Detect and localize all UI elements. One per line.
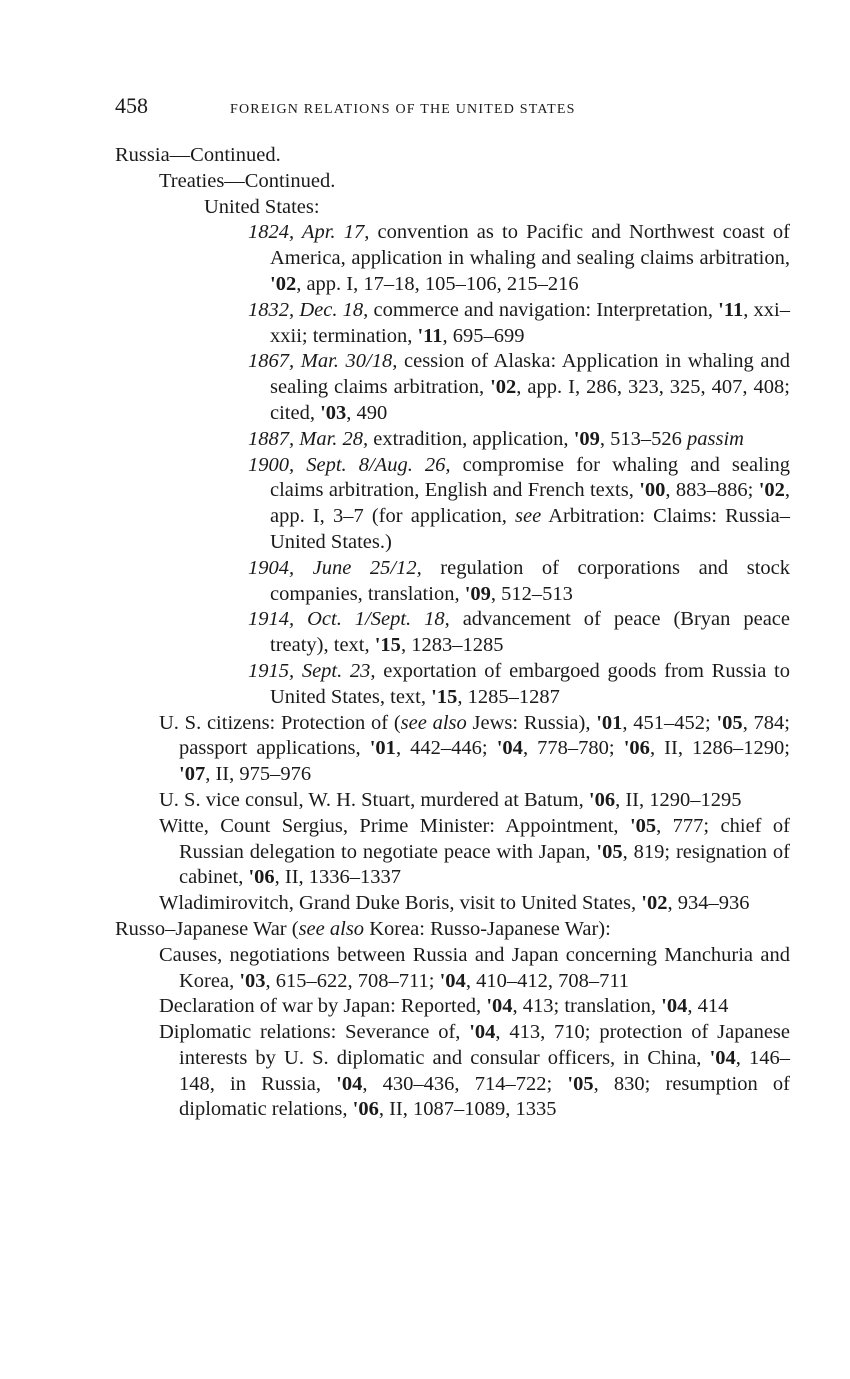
treaty-1887: 1887, Mar. 28, extradition, application, '09, 513–526 passim	[248, 427, 744, 450]
russo-japanese-war-heading: Russo–Japanese War (see also Korea: Russo-Japanese War):	[115, 917, 611, 940]
running-title: FOREIGN RELATIONS OF THE UNITED STATES	[230, 102, 576, 117]
united-states-heading: United States:	[204, 195, 320, 218]
treaty-1915: 1915, Sept. 23, exportation of embargoed goods from Russia to United States, text, '15, 1285–1287	[248, 659, 790, 708]
witte-entry: Witte, Count Sergius, Prime Minister: Appointment, '05, 777; chief of Russian delegation to negotiate peace with Japan, '05, 819; resignation of cabinet, '06, II, 1336–1337	[159, 814, 790, 889]
index-body	[115, 143, 790, 1123]
declaration-entry: Declaration of war by Japan: Reported, '04, 413; translation, '04, 414	[159, 995, 729, 1018]
russia-heading: Russia—Continued.	[115, 144, 281, 166]
causes-entry: Causes, negotiations between Russia and Japan concerning Manchuria and Korea, '03, 615–622, 708–711; '04, 410–412, 708–711	[159, 943, 790, 992]
treaties-heading: Treaties—Continued.	[159, 169, 336, 192]
treaty-1900: 1900, Sept. 8/Aug. 26, compromise for whaling and sealing claims arbitration, English and French texts, '00, 883–886; '02, app. I, 3–7 (for application, see Arbitration: Claims: Russia–United States.)	[248, 453, 791, 553]
treaty-1824: 1824, Apr. 17, convention as to Pacific and Northwest coast of America, application in whaling and sealing claims arbitration, '02, app. I, 17–18, 105–106, 215–216	[248, 221, 790, 295]
us-citizens-entry: U. S. citizens: Protection of (see also Jews: Russia), '01, 451–452; '05, 784; passport applications, '01, 442–446; '04, 778–780; '06, II, 1286–1290; '07, II, 975–976	[159, 711, 791, 786]
vice-consul-entry: U. S. vice consul, W. H. Stuart, murdered at Batum, '06, II, 1290–1295	[159, 788, 742, 811]
wladimirovitch-entry: Wladimirovitch, Grand Duke Boris, visit to United States, '02, 934–936	[159, 892, 750, 915]
treaty-1867: 1867, Mar. 30/18, cession of Alaska: Application in whaling and sealing claims arbitration, '02, app. I, 286, 323, 325, 407, 408; cited, '03, 490	[248, 350, 790, 424]
page-header	[115, 93, 795, 123]
diplomatic-relations-entry: Diplomatic relations: Severance of, '04, 413, 710; protection of Japanese interests by U. S. diplomatic and consular officers, in China, '04, 146–148, in Russia, '04, 430–436, 714–722; '05, 830; resumption of diplomatic relations, '06, II, 1087–1089, 1335	[159, 1021, 791, 1121]
treaty-1914: 1914, Oct. 1/Sept. 18, advancement of peace (Bryan peace treaty), text, '15, 1283–1285	[248, 608, 790, 657]
page-number: 458	[115, 93, 148, 118]
treaty-1832: 1832, Dec. 18, commerce and navigation: Interpretation, '11, xxi–xxii; termination, '11, 695–699	[248, 298, 790, 347]
treaty-1904: 1904, June 25/12, regulation of corporations and stock companies, translation, '09, 512–513	[248, 556, 790, 605]
